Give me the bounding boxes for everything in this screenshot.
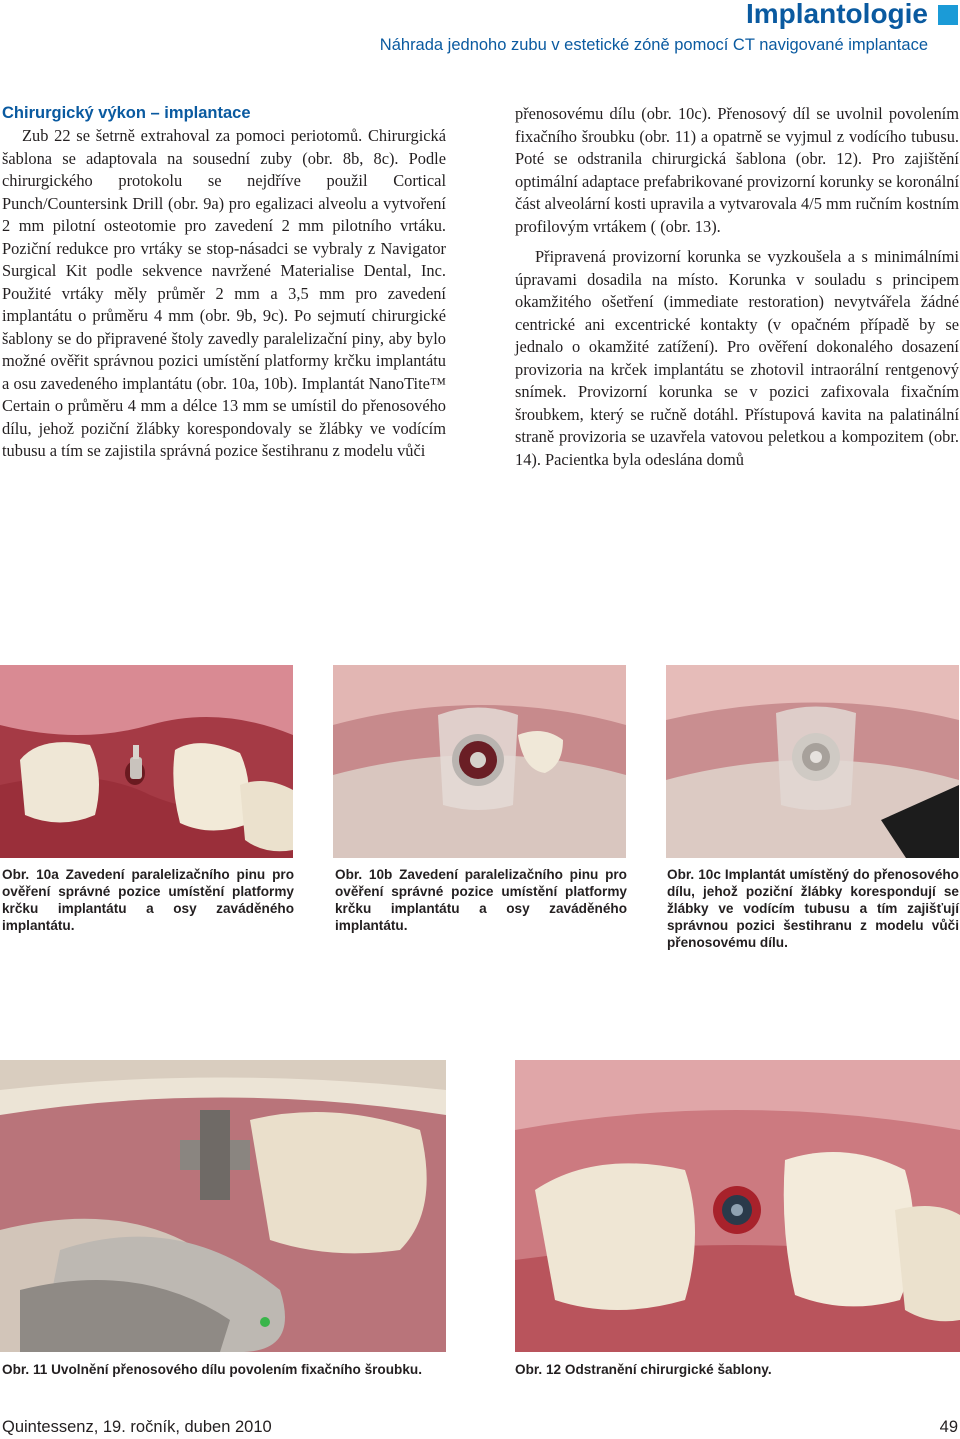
- figure-10a-caption: Obr. 10a Zavedení paralelizačního pinu pro ověření správné pozice umístění platformy krčku implantátu a osy zaváděného implantátu.: [2, 867, 294, 933]
- header-accent-square: [938, 5, 958, 25]
- figure-10b-caption: Obr. 10b Zavedení paralelizačního pinu pro ověření správné pozice umístění platformy krčku implantátu a osy zaváděného implantátu.: [335, 867, 627, 933]
- body-paragraph: přenosovému dílu (obr. 10c). Přenosový díl se uvolnil povolením fixačního šroubku (obr. 11) a opatrně se vyjmul z vodícího tubusu. Poté se odstranila chirurgická šablona (obr. 12). Pro zajištění optimální adaptace prefabrikované provizorní korunky se koronální část alveolární kosti upravila a vytvarovala 4/5 mm ručním kostním profilovým vrtákem ( (obr. 13).: [515, 104, 959, 236]
- figure-10a-photo: [0, 665, 293, 858]
- section-heading: Chirurgický výkon – implantace: [2, 104, 251, 122]
- right-text-column: [515, 103, 959, 471]
- running-header-subtitle: Náhrada jednoho zubu v estetické zóně pomocí CT navigované implantace: [379, 36, 928, 54]
- footer-journal: Quintessenz, 19. ročník, duben 2010: [2, 1418, 272, 1436]
- figure-10b-photo: [333, 665, 626, 858]
- running-header-title: Implantologie: [746, 0, 928, 29]
- figure-11-photo: [0, 1060, 446, 1352]
- figure-11-caption: Obr. 11 Uvolnění přenosového dílu povolením fixačního šroubku.: [2, 1362, 422, 1377]
- figure-12-photo: [515, 1060, 960, 1352]
- figure-10c-photo: [666, 665, 959, 858]
- body-paragraph: Zub 22 se šetrně extrahoval za pomoci periotomů. Chirurgická šablona se adaptovala na sousední zuby (obr. 8b, 8c). Podle chirurgického protokolu se nejdříve použil Cortical Punch/Countersink Drill (obr. 9a) pro egalizaci alveolu a vytvoření 2 mm pilotní osteotomie pro zavedení 2 mm pilotního vrtáku. Poziční redukce pro vrtáky se stop-násadci se vybraly z Navigator Surgical Kit podle sekvence navržené Materialise Dental, Inc. Použité vrtáky měly průměr 2 mm a 3,5 mm pro zavedení implantátu o průměru 4 mm (obr. 9b, 9c). Po sejmutí chirurgické šablony se do připravené štoly zavedly paralelizační piny, aby bylo možné ověřit správnou pozici umístění platformy krčku implantátu a osu zavedeného implantátu (obr. 10a, 10b). Implantát NanoTite™ Certain o průměru 4 mm a délce 13 mm se umístil do přenosového dílu, jehož poziční žlábky korespondovaly se žlábky ve vodícím tubusu a tím se zajistila správná pozice šestihranu z modelu vůči: [2, 126, 446, 460]
- figure-10c-caption: Obr. 10c Implantát umístěný do přenosového dílu, jehož poziční žlábky korespondují se žlábky ve vodícím tubusu a tím zajišťují správnou pozici šestihranu z modelu vůči přenosovému dílu.: [667, 867, 959, 950]
- figure-12-caption: Obr. 12 Odstranění chirurgické šablony.: [515, 1362, 772, 1377]
- page-number: 49: [939, 1418, 958, 1436]
- left-text-column: [2, 125, 446, 463]
- body-paragraph: Připravená provizorní korunka se vyzkoušela a s minimálními úpravami dosadila na místo. Korunka v souladu s principem okamžitého ošetření (immediate restoration) nevytvářela žádné centrické ani excentrické kontakty (v opačném případě by se jednalo o okamžité zatížení). Pro ověření dokonalého dosazení provizoria na krček implantátu se zhotovil intraorální rentgenový snímek. Provizorní korunka se v pozici zafixovala fixačním šroubkem, který se ručně dotáhl. Přístupová kavita na palatinální straně provizoria se uzavřela vatovou peletkou a kompozitem (obr. 14). Pacientka byla odeslána domů: [515, 247, 959, 469]
